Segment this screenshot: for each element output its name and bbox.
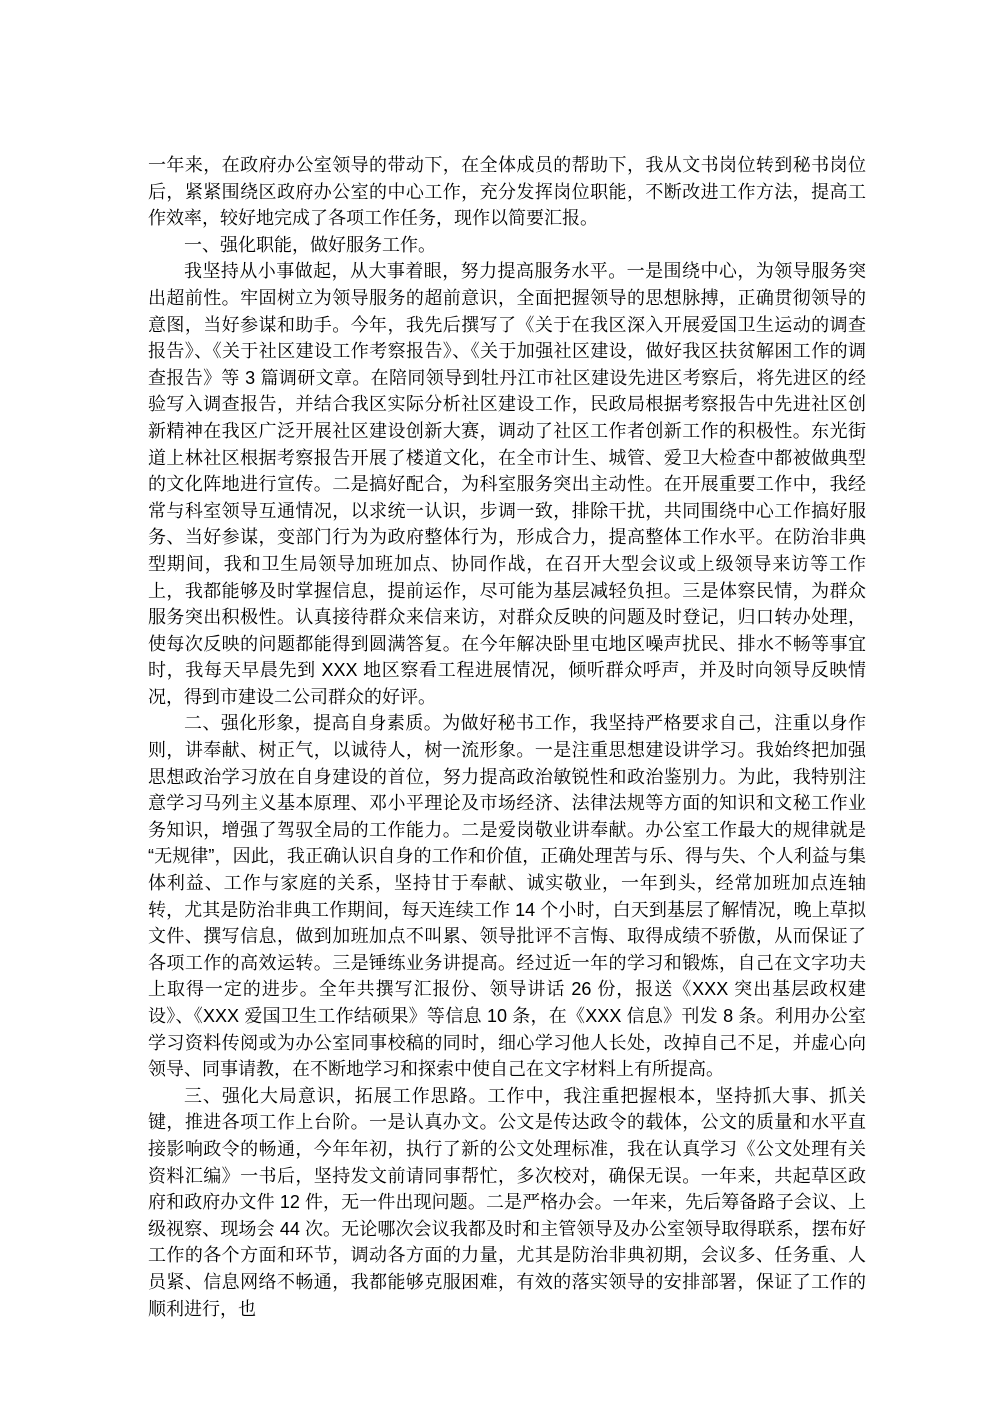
section-2-paragraph: 二、强化形象，提高自身素质。为做好秘书工作，我坚持严格要求自己，注重以身作则，讲奉献、树正气，以诚待人，树一流形象。一是注重思想建设讲学习。我始终把加强思想政治学习放在自身建设的首位，努力提高政治敏锐性和政治鉴别力。为此，我特别注意学习马列主义基本原理、邓小平理论及市场经济、法律法规等方面的知识和文秘工作业务知识，增强了驾驭全局的工作能力。二是爱岗敬业讲奉献。办公室工作最大的规律就是“无规律”，因此，我正确认识自身的工作和价值，正确处理苦与乐、得与失、个人利益与集体利益、工作与家庭的关系，坚持甘于奉献、诚实敬业，一年到头，经常加班加点连轴转，尤其是防治非典工作期间，每天连续工作 14 个小时，白天到基层了解情况，晚上草拟文件、撰写信息，做到加班加点不叫累、领导批评不言悔、取得成绩不骄傲，从而保证了各项工作的高效运转。三是锤练业务讲提高。经过近一年的学习和锻炼，自己在文字功夫上取得一定的进步。全年共撰写汇报份、领导讲话 26 份，报送《XXX 突出基层政权建设》、《XXX 爱国卫生工作结硕果》等信息 10 条，在《XXX 信息》刊发 8 条。利用办公室学习资料传阅或为办公室同事校稿的同时，细心学习他人长处，改掉自己不足，并虚心向领导、同事请教，在不断地学习和探索中使自己在文字材料上有所提高。 [148,713,866,1080]
section-1-heading: 一、强化职能，做好服务工作。 [184,234,436,255]
document-body [148,152,866,1322]
intro-paragraph: 一年来，在政府办公室领导的带动下，在全体成员的帮助下，我从文书岗位转到秘书岗位后，紧紧围绕区政府办公室的中心工作，充分发挥岗位职能，不断改进工作方法，提高工作效率，较好地完成了各项工作任务，现作以简要汇报。 [148,155,866,229]
section-1-body-paragraph: 我坚持从小事做起，从大事着眼，努力提高服务水平。一是围绕中心，为领导服务突出超前性。牢固树立为领导服务的超前意识，全面把握领导的思想脉搏，正确贯彻领导的意图，当好参谋和助手。今年，我先后撰写了《关于在我区深入开展爱国卫生运动的调查报告》、《关于社区建设工作考察报告》、《关于加强社区建设，做好我区扶贫解困工作的调查报告》等 3 篇调研文章。在陪同领导到牡丹江市社区建设先进区考察后，将先进区的经验写入调查报告，并结合我区实际分析社区建设工作，民政局根据考察报告中先进社区创新精神在我区广泛开展社区建设创新大赛，调动了社区工作者创新工作的积极性。东光街道上林社区根据考察报告开展了楼道文化，在全市计生、城管、爱卫大检查中都被做典型的文化阵地进行宣传。二是搞好配合，为科室服务突出主动性。在开展重要工作中，我经常与科室领导互通情况，以求统一认识，步调一致，排除干扰，共同围绕中心工作搞好服务、当好参谋，变部门行为为政府整体行为，形成合力，提高整体工作水平。在防治非典型期间，我和卫生局领导加班加点、协同作战，在召开大型会议或上级领导来访等工作上，我都能够及时掌握信息，提前运作，尽可能为基层减轻负担。三是体察民情，为群众服务突出积极性。认真接待群众来信来访，对群众反映的问题及时登记，归口转办处理，使每次反映的问题都能得到圆满答复。在今年解决卧里屯地区噪声扰民、排水不畅等事宜时，我每天早晨先到 XXX 地区察看工程进展情况，倾听群众呼声，并及时向领导反映情况，得到市建设二公司群众的好评。 [148,261,866,707]
section-3-paragraph: 三、强化大局意识，拓展工作思路。工作中，我注重把握根本，坚持抓大事、抓关键，推进各项工作上台阶。一是认真办文。公文是传达政令的载体，公文的质量和水平直接影响政令的畅通，今年年初，执行了新的公文处理标准，我在认真学习《公文处理有关资料汇编》一书后，坚持发文前请同事帮忙，多次校对，确保无误。一年来，共起草区政府和政府办文件 12 件，无一件出现问题。二是严格办会。一年来，先后筹备路子会议、上级视察、现场会 44 次。无论哪次会议我都及时和主管领导及办公室领导取得联系，摆布好工作的各个方面和环节，调动各方面的力量，尤其是防治非典初期，会议多、任务重、人员紧、信息网络不畅通，我都能够克服困难，有效的落实领导的安排部署，保证了工作的顺利进行，也 [148,1085,866,1319]
